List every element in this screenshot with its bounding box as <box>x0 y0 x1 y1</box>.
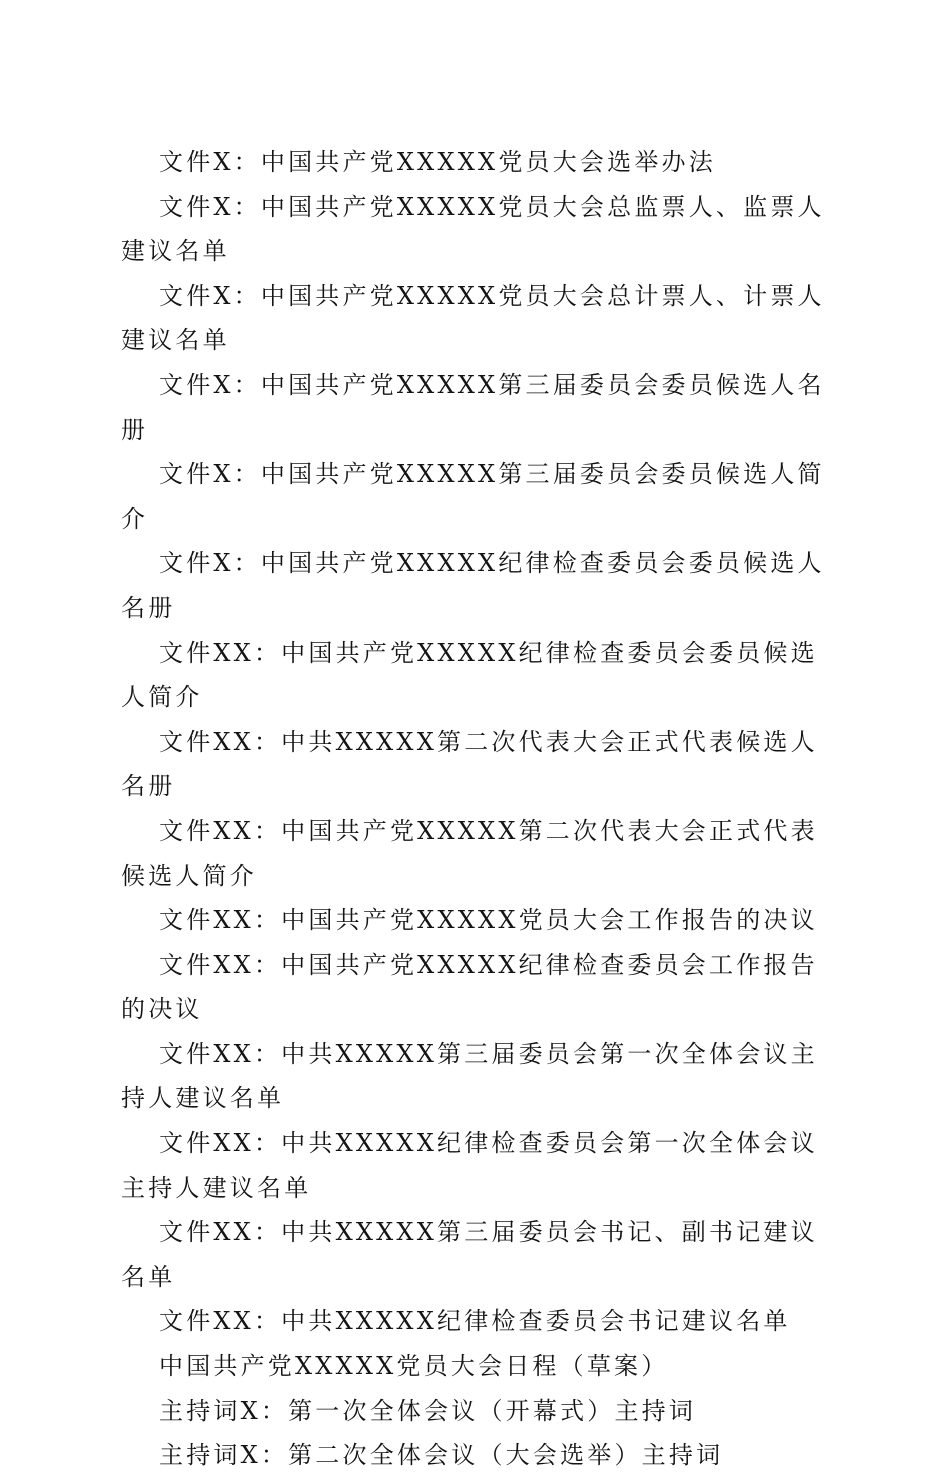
document-paragraph: 中国共产党XXXXX党员大会日程（草案） <box>159 1352 669 1381</box>
document-paragraph: 文件XX：中共XXXXX第三届委员会第一次全体会议主持人建议名单 <box>121 1039 818 1113</box>
document-paragraph: 文件X：中国共产党XXXXX党员大会总计票人、计票人建议名单 <box>121 281 825 355</box>
document-paragraph: 文件XX：中国共产党XXXXX党员大会工作报告的决议 <box>159 906 818 935</box>
document-paragraph: 文件X：中国共产党XXXXX党员大会选举办法 <box>159 148 716 176</box>
document-paragraph: 文件XX：中共XXXXX第三届委员会书记、副书记建议名单 <box>121 1218 818 1291</box>
document-paragraph: 文件X：中国共产党XXXXX党员大会总监票人、监票人建议名单 <box>121 192 825 266</box>
document-paragraph: 文件XX：中共XXXXX第二次代表大会正式代表候选人名册 <box>121 727 818 801</box>
document-paragraph: 文件XX：中共XXXXX纪律检查委员会书记建议名单 <box>159 1307 791 1336</box>
document-paragraph: 文件X：中国共产党XXXXX第三届委员会委员候选人名册 <box>121 370 825 444</box>
document-paragraph: 文件XX：中国共产党XXXXX纪律检查委员会委员候选人简介 <box>121 638 818 712</box>
document-paragraph: 文件XX：中国共产党XXXXX纪律检查委员会工作报告的决议 <box>121 950 818 1024</box>
document-paragraph: 文件X：中国共产党XXXXX第三届委员会委员候选人简介 <box>121 460 825 533</box>
document-paragraph: 主持词X：第二次全体会议（大会选举）主持词 <box>159 1441 724 1470</box>
document-paragraph: 主持词X：第一次全体会议（开幕式）主持词 <box>159 1396 697 1425</box>
document-paragraph: 文件X：中国共产党XXXXX纪律检查委员会委员候选人名册 <box>121 549 825 622</box>
document-paragraph: 文件XX：中共XXXXX纪律检查委员会第一次全体会议主持人建议名单 <box>121 1129 818 1202</box>
document-body <box>121 140 827 1478</box>
document-paragraph: 文件XX：中国共产党XXXXX第二次代表大会正式代表候选人简介 <box>121 816 818 890</box>
